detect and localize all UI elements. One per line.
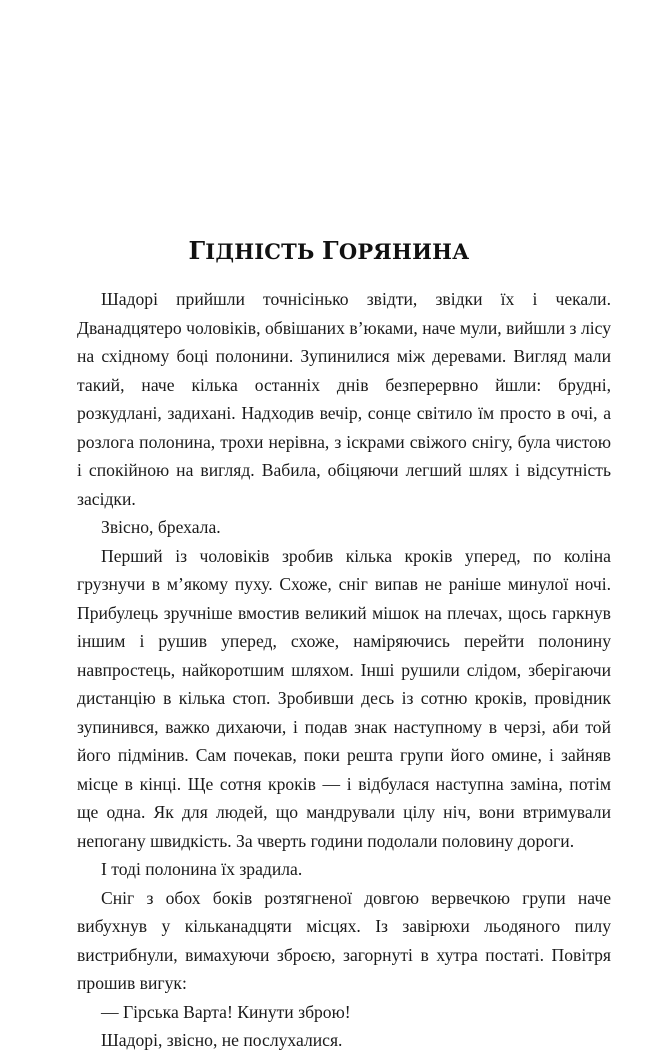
paragraph: Шадорі прийшли точнісінько звідти, звідки їх і чекали. Дванадцятеро чоловіків, обвішаних в’юками, наче мули, вийшли з лісу на східному боці полонини. Зупинилися між деревами. Вигляд мали такий, наче кілька останніх днів безперервно йшли: брудні, розкудлані, задихані. Надходив вечір, сонце світило їм просто в очі, а розлога полонина, трохи нерівна, з іскрами свіжого снігу, була чистою і спокійною на вигляд. Вабила, обіцяючи легший шлях і відсутність засідки.: [77, 289, 611, 509]
paragraph: Перший із чоловіків зробив кілька кроків уперед, по коліна грузнучи в м’якому пуху. Схоже, сніг випав не раніше минулої ночі. Прибулець зручніше вмостив великий мішок на плечах, щось гаркнув іншим і рушив уперед, схоже, наміряючись перейти полонину навпростець, найкоротшим шляхом. Інші рушили слідом, зберігаючи дистанцію в кілька стоп. Зробивши десь із сотню кроків, провідник зупинився, важко дихаючи, і подав знак наступному в черзі, аби той його підмінив. Сам почекав, поки решта групи його омине, і зайняв місце в кінці. Ще сотня кроків — і відбулася наступна заміна, потім ще одна. Як для людей, що мандрували цілу ніч, вони втримували непогану швидкість. За чверть години подолали половину дороги.: [77, 545, 611, 851]
paragraph: Шадорі, звісно, не послухалися.: [101, 1030, 343, 1050]
paragraph: — Гірська Варта! Кинути зброю!: [101, 1001, 351, 1022]
paragraph: І тоді полонина їх зрадила.: [101, 859, 303, 879]
paragraph: Сніг з обох боків розтягненої довгою вервечкою групи наче вибухнув у кільканадцяти місцях. Із завірюхи льодяного пилу вистрибнули, вимахуючи зброєю, загорнуті в хутра постаті. Повітря прошив вигук:: [77, 887, 611, 993]
chapter-title: [0, 236, 658, 265]
chapter-body: [77, 285, 611, 1055]
chapter-title-text: ГІДНІСТЬ ГОРЯНИНА: [188, 236, 470, 265]
paragraph: Звісно, брехала.: [101, 517, 221, 537]
